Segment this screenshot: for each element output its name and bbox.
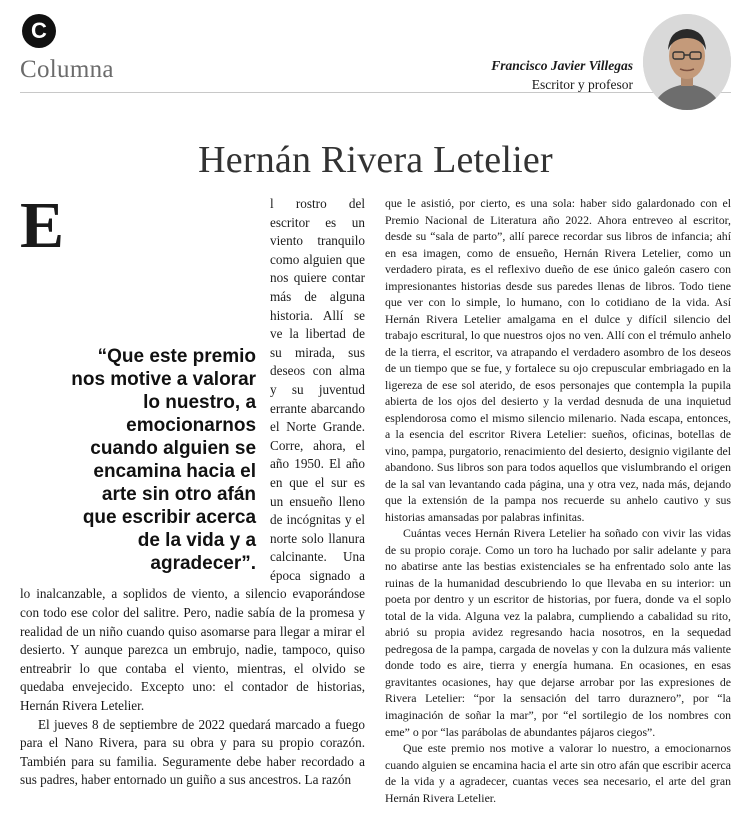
column-badge <box>22 14 56 48</box>
pull-quote: “Que este premio nos motive a valorar lo nuestro, a emocionarnos cuando alguien se encamina hacia el arte sin otro afán que escribir acerca de la vida y a agradecer”. <box>71 346 257 574</box>
paragraph-4: Que este premio nos motive a valorar lo nuestro, a emocionarnos cuando alguien se encamina hacia el arte sin otro afán que escribir acerca de la vida y a agradecer, cuantas veces sea necesario, el arte del gran Hernán Rivera Letelier. <box>385 741 731 805</box>
paragraph-2-continued: que le asistió, por cierto, es una sola: haber sido galardonado con el Premio Nacional de Literatura año 2022. Ahora entreveo al escritor, desde su “sala de parto”, allí parece recordar sus libros de infancia; ahí en esa imagen, como de ensueño, Hernán Rivera Letelier, como un verdadero pirata, es el reflexivo dueño de ese único galeón casero con impresionantes historias desde sus paredes llenas de libros. Todo tiene que ver con lo simple, lo humano, con lo cotidiano de la vida. Así Hernán Rivera Letelier amalgama en el dulce y difícil silencio del trabajo escritural, lo que nuestros ojos no ven. Allí con el trémulo anhelo de la tierra, el escritor, va atrapando el verdadero asombro de los deseos de un tiempo que se fue, y fortalece su ojo crepuscular embriagado en la ligereza de ese sol aterido, de esos personajes que contempla la pupila abierta de los ojos del desierto y la verdad desnuda de una inquietud esplendorosa como el mismo silencio milenario. Nada escapa, entonces, a la esencia del escritor Rivera Letelier: sueños, oficinas, botellas de vino, pampa, purgatorio, renacimiento del desierto, designio vigilante del abandono. Sus libros son para todos aquellos que vislumbrando el origen de la sal van levantando cada página, una y otra vez, nada más, dejando que la extensión de la pampa nos recuerde su anhelo cautivo y sus historias amansadas por palabras infinitas. <box>385 196 731 524</box>
article-column-right <box>385 195 731 806</box>
article-title: Hernán Rivera Letelier <box>198 139 553 181</box>
author-name: Francisco Javier Villegas <box>491 58 633 73</box>
author-photo <box>643 14 731 110</box>
author-byline <box>491 56 633 94</box>
paragraph-3: Cuántas veces Hernán Rivera Letelier ha soñado con vivir las vidas de su propio coraje. Como un toro ha luchado por salir adelante y para no abatirse ante las bestias existenciales se ha enfrentado solo ante las ruinas de la humanidad descubriendo lo que llevaba en su interior: un poeta por dentro y un escritor de historias, por fuera, donde va el soplo total de la vida. Alguna vez la palabra, cumpliendo a cabalidad su rito, abrió su propia avidez regresando hacia nosotros, en la sequedad pedregosa de la pampa, cargada de novelas y con la dulzura más valiente donde todo es aire, tierra y energía humana. En ocasiones, en esas gravitantes ocasiones, hay que dejarse arrobar por las expresiones de Rivera Letelier: “por la sensación del tarro duraznero”, por “la imaginación de soñar la mar”, por “el sortilegio de los nombres con eme” o por “las parábolas de abundantes pájaros ciegos”. <box>385 526 731 739</box>
drop-cap: E <box>20 189 65 262</box>
paragraph-1-text: l rostro del escritor es un viento tranquilo como alguien que nos quiere contar más de alguna historia. Allí se ve la libertad de su mirada, sus deseos con alma y su juventud errante abarcando el Norte Grande. Corre, ahora, el año 1950. El año en que el sur es un ensueño lleno de incógnitas y el norte solo llanura calcinante. Una época signado a lo inalcanzable, a soplidos de viento, a silencio evaporándose con todo ese color del salitre. Pero, nadie sabía de la promesa y realidad de un niño cuando quiso asomarse para llegar a mirar el desierto. Y aunque parezca un embrujo, nadie, tampoco, quiso entreabrir lo que contaba el viento, mientras, el olvido se quedaba envejecido. Excepto uno: el contador de historias, Hernán Rivera Letelier. <box>20 196 365 714</box>
author-role: Escritor y profesor <box>531 77 633 92</box>
badge-letter: C <box>31 18 47 43</box>
section-label: Columna <box>20 56 114 83</box>
author-portrait-icon <box>643 14 731 110</box>
article-column-left <box>20 189 365 790</box>
paragraph-1 <box>20 189 365 716</box>
paragraph-2-left: El jueves 8 de septiembre de 2022 quedará marcado a fuego para el Nano Rivera, para su obra y para su propio corazón. También para su familia. Seguramente debe haber recordado a sus padres, haber entornado un guiño a sus ancestros. La razón <box>20 716 365 788</box>
